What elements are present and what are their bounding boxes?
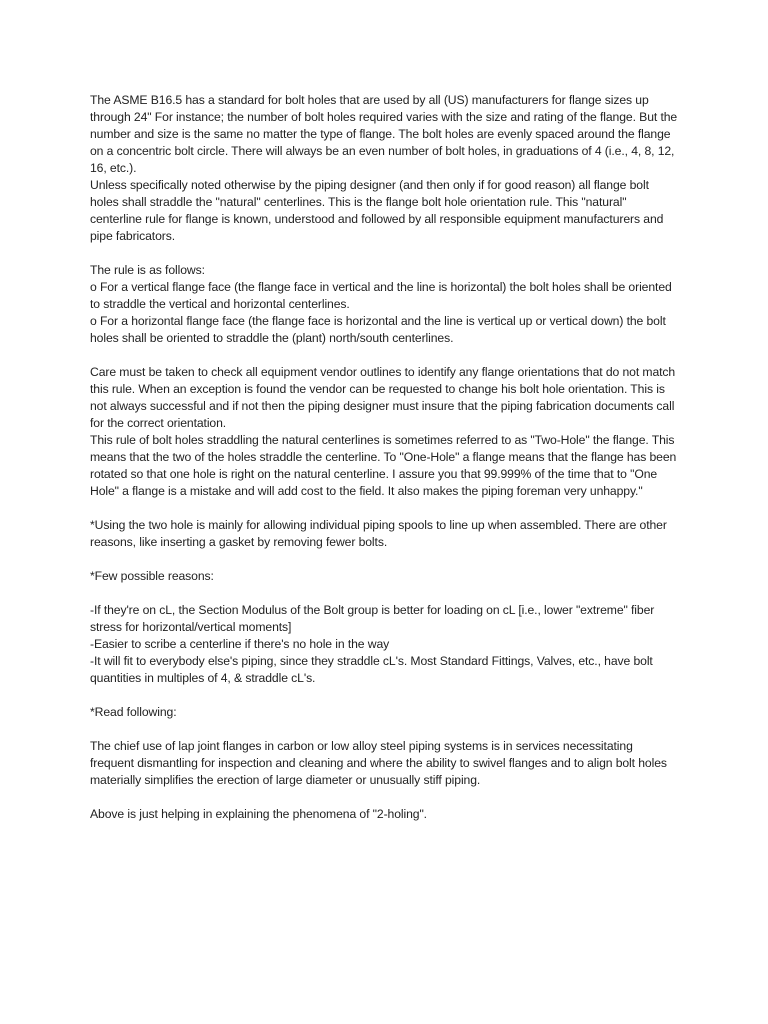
paragraph-reason-scribe: -Easier to scribe a centerline if there's no hole in the way	[90, 637, 390, 651]
paragraph-asme-standard: The ASME B16.5 has a standard for bolt holes that are used by all (US) manufacturers for flange sizes up through 24" For instance; the number of bolt holes required varies with the size and rating of the flange. But the number and size is the same no matter the type of flange. The bolt holes are evenly spaced around the flange on a concentric bolt circle. There will always be an even number of bolt holes, in graduations of 4 (i.e., 4, 8, 12, 16, etc.).	[90, 93, 678, 175]
paragraph-reason-fit: -It will fit to everybody else's piping, since they straddle cL's. Most Standard Fittings, Valves, etc., have bolt quantities in multiples of 4, & straddle cL's.	[90, 654, 653, 685]
paragraph-gap	[90, 687, 678, 704]
paragraph-gap	[90, 500, 678, 517]
paragraph-rule-intro: The rule is as follows:	[90, 263, 205, 277]
paragraph-horizontal-flange-rule: o For a horizontal flange face (the flange face is horizontal and the line is vertical up or vertical down) the bolt holes shall be oriented to straddle the (plant) north/south centerlines.	[90, 314, 666, 345]
paragraph-two-holing: Above is just helping in explaining the phenomena of "2-holing".	[90, 807, 427, 821]
paragraph-natural-centerline-rule: Unless specifically noted otherwise by the piping designer (and then only if for good reason) all flange bolt holes shall straddle the "natural" centerlines. This is the flange bolt hole orientation rule. This "natural" centerline rule for flange is known, understood and followed by all responsible equipment manufacturers and pipe fabricators.	[90, 178, 664, 243]
paragraph-gap	[90, 347, 678, 364]
paragraph-gap	[90, 721, 678, 738]
paragraph-gap	[90, 585, 678, 602]
paragraph-vertical-flange-rule: o For a vertical flange face (the flange face in vertical and the line is horizontal) the bolt holes shall be oriented to straddle the vertical and horizontal centerlines.	[90, 280, 672, 311]
paragraph-vendor-outlines: Care must be taken to check all equipment vendor outlines to identify any flange orientations that do not match this rule. When an exception is found the vendor can be requested to change his bolt hole orientation. This is not always successful and if not then the piping designer must insure that the piping fabrication documents call for the correct orientation.	[90, 365, 676, 430]
paragraph-two-hole-usage: *Using the two hole is mainly for allowing individual piping spools to line up when assembled. There are other reasons, like inserting a gasket by removing fewer bolts.	[90, 518, 667, 549]
paragraph-gap	[90, 551, 678, 568]
paragraph-read-following: *Read following:	[90, 705, 177, 719]
paragraph-reason-section-modulus: -If they're on cL, the Section Modulus of the Bolt group is better for loading on cL [i.e., lower "extreme" fiber stress for horizontal/vertical moments]	[90, 603, 655, 634]
document-body	[90, 92, 678, 823]
paragraph-lap-joint-flanges: The chief use of lap joint flanges in carbon or low alloy steel piping systems is in services necessitating frequent dismantling for inspection and cleaning and where the ability to swivel flanges and to align bolt holes materially simplifies the erection of large diameter or unusually stiff piping.	[90, 739, 667, 787]
paragraph-gap	[90, 245, 678, 262]
paragraph-gap	[90, 789, 678, 806]
paragraph-two-hole-explanation: This rule of bolt holes straddling the natural centerlines is sometimes referred to as "Two-Hole" the flange. This means that the two of the holes straddle the centerline. To "One-Hole" a flange means that the flange has been rotated so that one hole is right on the natural centerline. I assure you that 99.999% of the time that to "One Hole" a flange is a mistake and will add cost to the field. It also makes the piping foreman very unhappy."	[90, 433, 677, 498]
paragraph-reasons-heading: *Few possible reasons:	[90, 569, 214, 583]
